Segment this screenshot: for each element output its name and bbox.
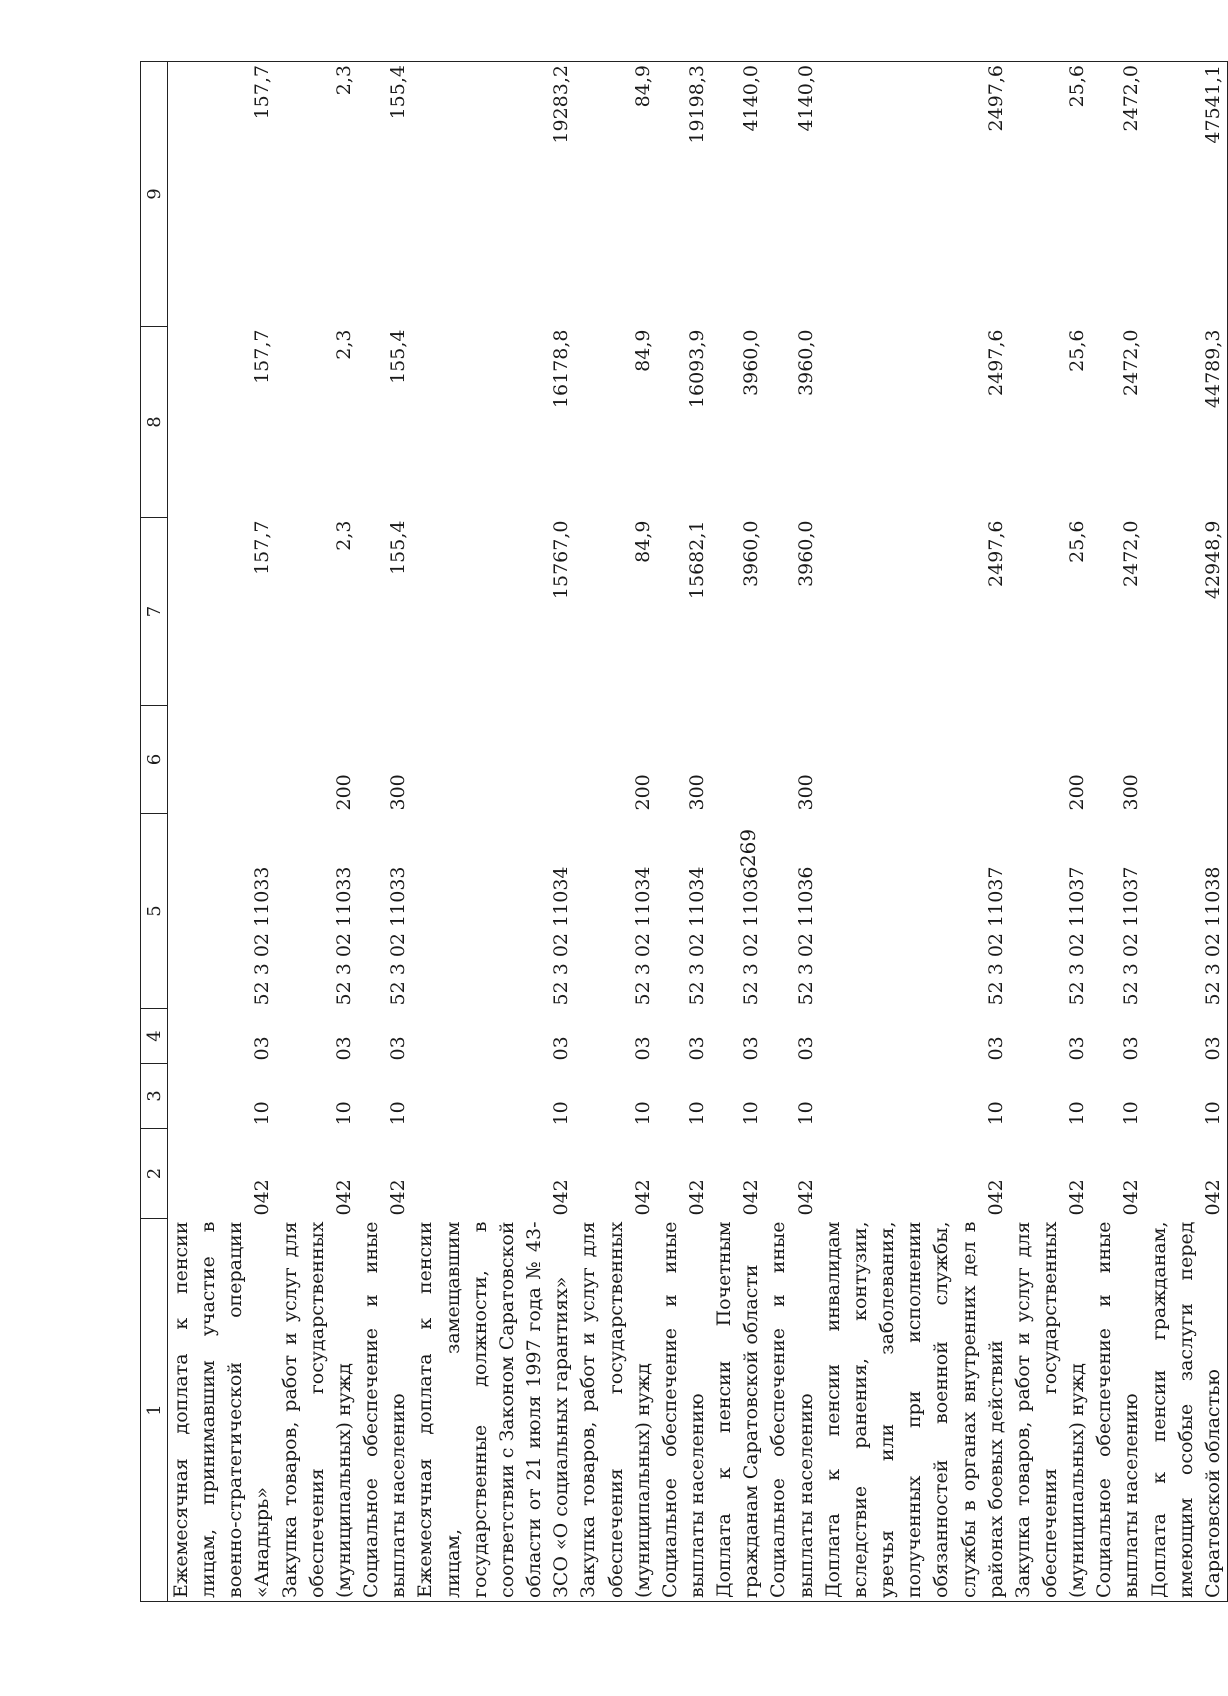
subsection-code: 03 <box>685 1036 708 1061</box>
amount-col-9: 2472,0 <box>1091 62 1145 327</box>
amount-col-9: 155,4 <box>358 62 412 327</box>
row-description: Закупка товаров, работ и услуг для обеспечения государственных (муниципальных) нужд <box>277 1219 358 1602</box>
amount-col-7: 155,4 <box>387 520 410 575</box>
amount-col-8: 16178,8 <box>550 329 573 409</box>
table-row <box>1010 62 1091 1602</box>
row-description: Социальное обеспечение и иные выплаты населению <box>657 1219 711 1602</box>
subsection-code: 03 <box>794 1036 817 1061</box>
table-row <box>820 62 1010 1602</box>
ministry-code: 042 <box>550 1179 573 1216</box>
target-article-code: 52 3 02 11038 <box>1146 814 1228 1009</box>
subsection-code: 03 <box>740 1036 763 1061</box>
amount-col-7: 84,9 <box>631 520 654 563</box>
section-code: 10 <box>1066 1101 1089 1126</box>
amount-col-9: 47541,1 <box>1146 62 1228 327</box>
subsection-code: 03 <box>251 1036 274 1061</box>
header-col-4: 4 <box>141 1009 168 1064</box>
header-col-7: 7 <box>141 518 168 706</box>
subsection-code: 03 <box>387 1036 410 1061</box>
amount-col-7: 2,3 <box>332 520 355 551</box>
header-col-3: 3 <box>141 1064 168 1129</box>
row-description: Ежемесячная доплата к пенсии лицам, принимавшим участие в военно-стратегической операции «Анадырь» <box>168 1219 277 1602</box>
amount-col-7: 42948,9 <box>1146 518 1228 706</box>
subsection-code: 03 <box>1120 1036 1143 1061</box>
table-row <box>358 62 412 1602</box>
row-description: Ежемесячная доплата к пенсии лицам, замещавшим государственные должности, в соответствии с Законом Саратовской области от 21 июля 1997 года № 43-ЗСО «О социальных гарантиях» <box>412 1219 575 1602</box>
target-article-code: 52 3 02 11037 <box>1066 866 1089 1006</box>
amount-col-8: 16093,9 <box>685 329 708 409</box>
section-code: 10 <box>685 1101 708 1126</box>
amount-col-9: 19198,3 <box>657 62 711 327</box>
subsection-code: 03 <box>1066 1036 1089 1061</box>
amount-col-9: 2497,6 <box>820 62 1010 327</box>
header-col-2: 2 <box>141 1129 168 1219</box>
amount-col-7: 2472,0 <box>1120 520 1143 587</box>
section-code: 10 <box>550 1101 573 1126</box>
table-row <box>277 62 358 1602</box>
target-article-code: 52 3 02 11037 <box>984 866 1007 1006</box>
table-row <box>765 62 819 1602</box>
amount-col-8: 2497,6 <box>984 329 1007 396</box>
expense-type-code <box>711 706 765 814</box>
amount-col-9: 25,6 <box>1010 62 1091 327</box>
header-col-9: 9 <box>141 62 168 327</box>
amount-col-8: 44789,3 <box>1146 327 1228 518</box>
amount-col-9: 84,9 <box>575 62 656 327</box>
amount-col-8: 2,3 <box>332 329 355 360</box>
expense-type-code: 200 <box>332 774 355 811</box>
row-description: Социальное обеспечение и иные выплаты населению <box>358 1219 412 1602</box>
section-code: 10 <box>251 1101 274 1126</box>
ministry-code: 042 <box>984 1179 1007 1216</box>
ministry-code: 042 <box>631 1179 654 1216</box>
section-code: 10 <box>794 1101 817 1126</box>
rotated-page-content <box>140 62 1224 1602</box>
table-row <box>412 62 575 1602</box>
table-row <box>711 62 765 1602</box>
amount-col-7: 25,6 <box>1066 520 1089 563</box>
section-code: 10 <box>740 1101 763 1126</box>
header-col-5: 5 <box>141 814 168 1009</box>
subsection-code: 03 <box>631 1036 654 1061</box>
row-description: Доплата к пенсии Почетным гражданам Саратовской области <box>711 1219 765 1602</box>
ministry-code: 042 <box>685 1179 708 1216</box>
amount-col-7: 157,7 <box>251 520 274 575</box>
target-article-code: 52 3 02 11036 <box>794 866 817 1006</box>
table-row <box>168 62 277 1602</box>
ministry-code: 042 <box>1066 1179 1089 1216</box>
amount-col-7: 3960,0 <box>740 520 763 587</box>
ministry-code: 042 <box>251 1179 274 1216</box>
section-code: 10 <box>631 1101 654 1126</box>
target-article-code: 52 3 02 11033 <box>387 866 410 1006</box>
target-article-code: 52 3 02 11034 <box>631 866 654 1006</box>
amount-col-8: 84,9 <box>631 329 654 372</box>
subsection-code: 03 <box>332 1036 355 1061</box>
target-article-code: 52 3 02 11034 <box>550 866 573 1006</box>
expense-type-code: 300 <box>794 774 817 811</box>
amount-col-7: 15767,0 <box>550 520 573 600</box>
row-description: Закупка товаров, работ и услуг для обеспечения государственных (муниципальных) нужд <box>575 1219 656 1602</box>
page-number: 269 <box>736 828 760 868</box>
ministry-code: 042 <box>794 1179 817 1216</box>
table-row <box>1146 62 1228 1602</box>
section-code: 10 <box>1120 1101 1143 1126</box>
amount-col-7: 2497,6 <box>984 520 1007 587</box>
subsection-code: 03 <box>550 1036 573 1061</box>
amount-col-8: 157,7 <box>251 329 274 384</box>
expense-type-code: 200 <box>631 774 654 811</box>
header-col-8: 8 <box>141 327 168 518</box>
expense-type-code <box>820 706 1010 814</box>
budget-table <box>140 61 1228 1602</box>
target-article-code: 52 3 02 11034 <box>685 866 708 1006</box>
expense-type-code: 300 <box>685 774 708 811</box>
expense-type-code <box>412 706 575 814</box>
amount-col-7: 3960,0 <box>794 520 817 587</box>
row-description: Закупка товаров, работ и услуг для обеспечения государственных (муниципальных) нужд <box>1010 1219 1091 1602</box>
amount-col-8: 3960,0 <box>794 329 817 396</box>
ministry-code: 042 <box>332 1179 355 1216</box>
amount-col-8: 155,4 <box>387 329 410 384</box>
amount-col-9: 19283,2 <box>412 62 575 327</box>
expense-type-code: 300 <box>1120 774 1143 811</box>
row-description: Доплата к пенсии гражданам, имеющим особые заслуги перед Саратовской областью <box>1146 1219 1228 1602</box>
amount-col-9: 4140,0 <box>765 62 819 327</box>
subsection-code: 03 <box>1146 1009 1228 1064</box>
table-row <box>1091 62 1145 1602</box>
section-code: 10 <box>387 1101 410 1126</box>
section-code: 10 <box>984 1101 1007 1126</box>
target-article-code: 52 3 02 11036 <box>740 866 763 1006</box>
expense-type-code: 200 <box>1066 774 1089 811</box>
section-code: 10 <box>1146 1064 1228 1129</box>
ministry-code: 042 <box>1146 1129 1228 1219</box>
expense-type-code: 300 <box>387 774 410 811</box>
section-code: 10 <box>332 1101 355 1126</box>
amount-col-7: 15682,1 <box>685 520 708 600</box>
subsection-code: 03 <box>984 1036 1007 1061</box>
amount-col-9: 157,7 <box>168 62 277 327</box>
target-article-code: 52 3 02 11033 <box>332 866 355 1006</box>
expense-type-code <box>1146 706 1228 814</box>
row-description: Социальное обеспечение и иные выплаты населению <box>1091 1219 1145 1602</box>
amount-col-8: 2472,0 <box>1120 329 1143 396</box>
row-description: Социальное обеспечение и иные выплаты населению <box>765 1219 819 1602</box>
ministry-code: 042 <box>740 1179 763 1216</box>
amount-col-8: 3960,0 <box>740 329 763 396</box>
table-header-row <box>141 62 168 1602</box>
amount-col-9: 2,3 <box>277 62 358 327</box>
target-article-code: 52 3 02 11037 <box>1120 866 1143 1006</box>
row-description: Доплата к пенсии инвалидам вследствие ранения, контузии, увечья или заболевания, полученных при исполнении обязанностей военной службы, службы в органах внутренних дел в районах боевых действий <box>820 1219 1010 1602</box>
amount-col-8: 25,6 <box>1066 329 1089 372</box>
header-col-6: 6 <box>141 706 168 814</box>
table-row <box>575 62 656 1602</box>
table-row <box>657 62 711 1602</box>
expense-type-code <box>168 706 277 814</box>
ministry-code: 042 <box>387 1179 410 1216</box>
amount-col-9: 4140,0 <box>711 62 765 327</box>
ministry-code: 042 <box>1120 1179 1143 1216</box>
header-col-1: 1 <box>141 1219 168 1602</box>
target-article-code: 52 3 02 11033 <box>251 866 274 1006</box>
